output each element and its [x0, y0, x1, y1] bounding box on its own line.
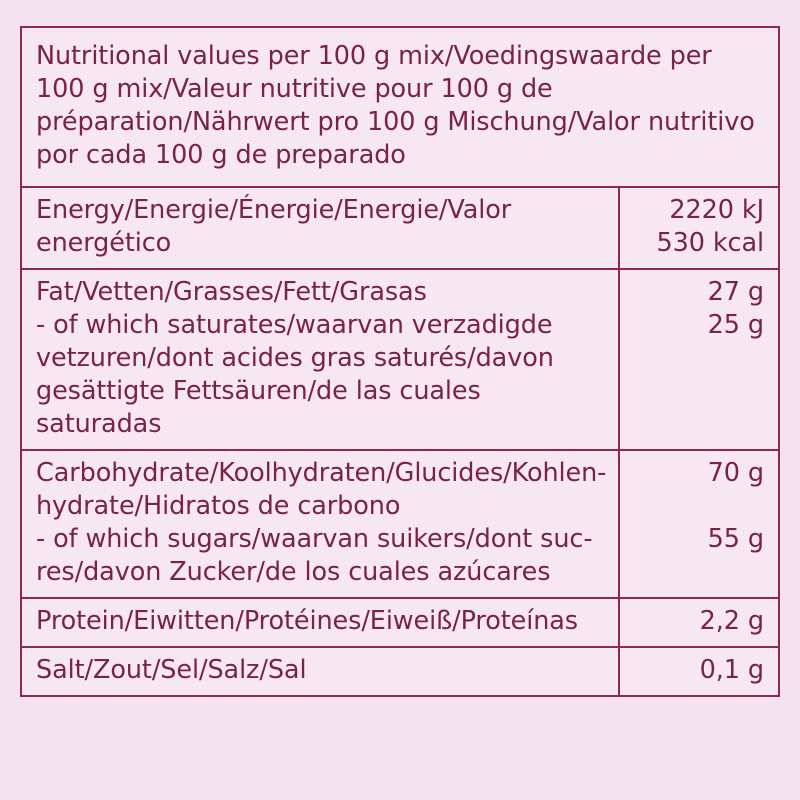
nutrient-value-line: 2220 kJ [669, 195, 764, 225]
nutrient-value-line: 55 g [707, 524, 764, 554]
nutrient-label-protein: Protein/Eiwitten/Protéines/Eiweiß/Proteínas [36, 606, 578, 636]
nutrient-value-protein [618, 599, 778, 646]
nutrient-label-carbohydrate-main: Carbohydrate/Koolhydraten/Glucides/Kohlen-hydrate/Hidratos de carbono [36, 458, 607, 521]
nutrient-value-line: 2,2 g [699, 606, 764, 636]
value-spacer [630, 490, 764, 523]
table-row [22, 270, 778, 451]
nutrient-label-energy: Energy/Energie/Énergie/Energie/Valor energético [36, 195, 512, 258]
nutrient-value-carbohydrate [618, 451, 778, 597]
table-row [22, 648, 778, 695]
nutrient-label-fat-main: Fat/Vetten/Grasses/Fett/Grasas [36, 277, 427, 307]
nutrition-heading-text: Nutritional values per 100 g mix/Voedingswaarde per 100 g mix/Valeur nutritive pour 100 g de préparation/Nährwert pro 100 g Mischung/Valor nutritivo por cada 100 g de preparado [36, 41, 755, 170]
nutrient-value-line: 0,1 g [699, 655, 764, 685]
nutrient-value-line: 530 kcal [656, 228, 764, 258]
nutrient-label-fat [22, 270, 618, 449]
nutrition-table [20, 26, 780, 697]
table-row [22, 451, 778, 599]
nutrient-label-fat-saturates: - of which saturates/waarvan verzadigde vetzuren/dont acides gras saturés/davon gesättigte Fettsäuren/de las cuales saturadas [36, 310, 554, 439]
nutrient-value-fat [618, 270, 778, 449]
nutrient-label-carbohydrate [22, 451, 618, 597]
nutrient-value-salt [618, 648, 778, 695]
nutrient-value-line: 27 g [707, 277, 764, 307]
table-row [22, 599, 778, 648]
nutrient-value-energy [618, 188, 778, 268]
nutrient-value-line: 25 g [707, 310, 764, 340]
nutrient-value-line: 70 g [707, 458, 764, 488]
nutrient-label-salt: Salt/Zout/Sel/Salz/Sal [36, 655, 307, 685]
nutrition-table-header [22, 28, 778, 188]
table-row [22, 188, 778, 270]
nutrient-label-carbohydrate-sugars: - of which sugars/waarvan suikers/dont suc-res/davon Zucker/de los cuales azúcares [36, 524, 593, 587]
